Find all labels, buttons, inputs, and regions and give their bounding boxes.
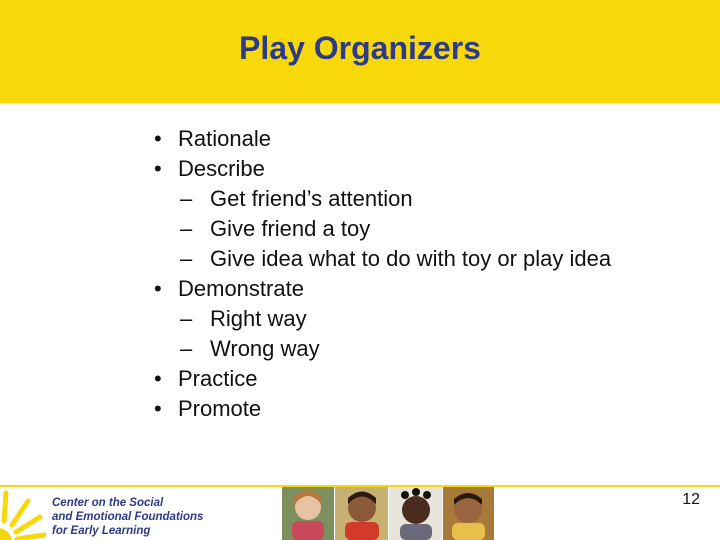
child-photo xyxy=(335,487,388,540)
bullet-list xyxy=(150,124,620,424)
bullet-item xyxy=(150,394,620,424)
bullet-text: Promote xyxy=(178,396,262,421)
sub-bullet-text: Wrong way xyxy=(210,336,320,361)
org-line: for Early Learning xyxy=(52,525,151,537)
slide-title: Play Organizers xyxy=(239,30,481,66)
org-line: Center on the Social xyxy=(52,497,164,509)
dash-marker: – xyxy=(180,186,193,211)
org-line: and Emotional Foundations xyxy=(52,511,204,523)
dash-marker: – xyxy=(180,306,193,331)
child-photo xyxy=(282,487,334,540)
sub-bullet-item xyxy=(150,304,620,334)
bullet-item xyxy=(150,364,620,394)
child-photo xyxy=(443,487,494,540)
page-number: 12 xyxy=(682,491,700,508)
bullet-item xyxy=(150,274,620,304)
bullet-item xyxy=(150,124,620,154)
bullet-marker: • xyxy=(154,396,162,421)
sub-bullet-item xyxy=(150,244,620,274)
bullet-marker: • xyxy=(154,126,162,151)
bullet-marker: • xyxy=(154,366,162,391)
bullet-marker: • xyxy=(154,156,162,181)
sub-bullet-item xyxy=(150,184,620,214)
sub-bullet-text: Give friend a toy xyxy=(210,216,371,241)
bullet-text: Practice xyxy=(178,366,258,391)
sub-bullet-text: Right way xyxy=(210,306,307,331)
bullet-text: Demonstrate xyxy=(178,276,304,301)
sub-bullet-item xyxy=(150,334,620,364)
bullet-marker: • xyxy=(154,276,162,301)
sub-bullet-item xyxy=(150,214,620,244)
organization-name xyxy=(52,496,203,538)
child-photo xyxy=(389,487,442,540)
dash-marker: – xyxy=(180,246,193,271)
children-photo-strip xyxy=(282,487,494,540)
bullet-text: Rationale xyxy=(178,126,271,151)
banner-shadow xyxy=(0,103,720,106)
sub-bullet-text: Get friend’s attention xyxy=(210,186,413,211)
dash-marker: – xyxy=(180,216,193,241)
bullet-item xyxy=(150,154,620,184)
sub-bullet-text: Give idea what to do with toy or play idea xyxy=(210,246,612,271)
bullet-text: Describe xyxy=(178,156,265,181)
dash-marker: – xyxy=(180,336,193,361)
sun-rays-icon xyxy=(0,487,46,540)
